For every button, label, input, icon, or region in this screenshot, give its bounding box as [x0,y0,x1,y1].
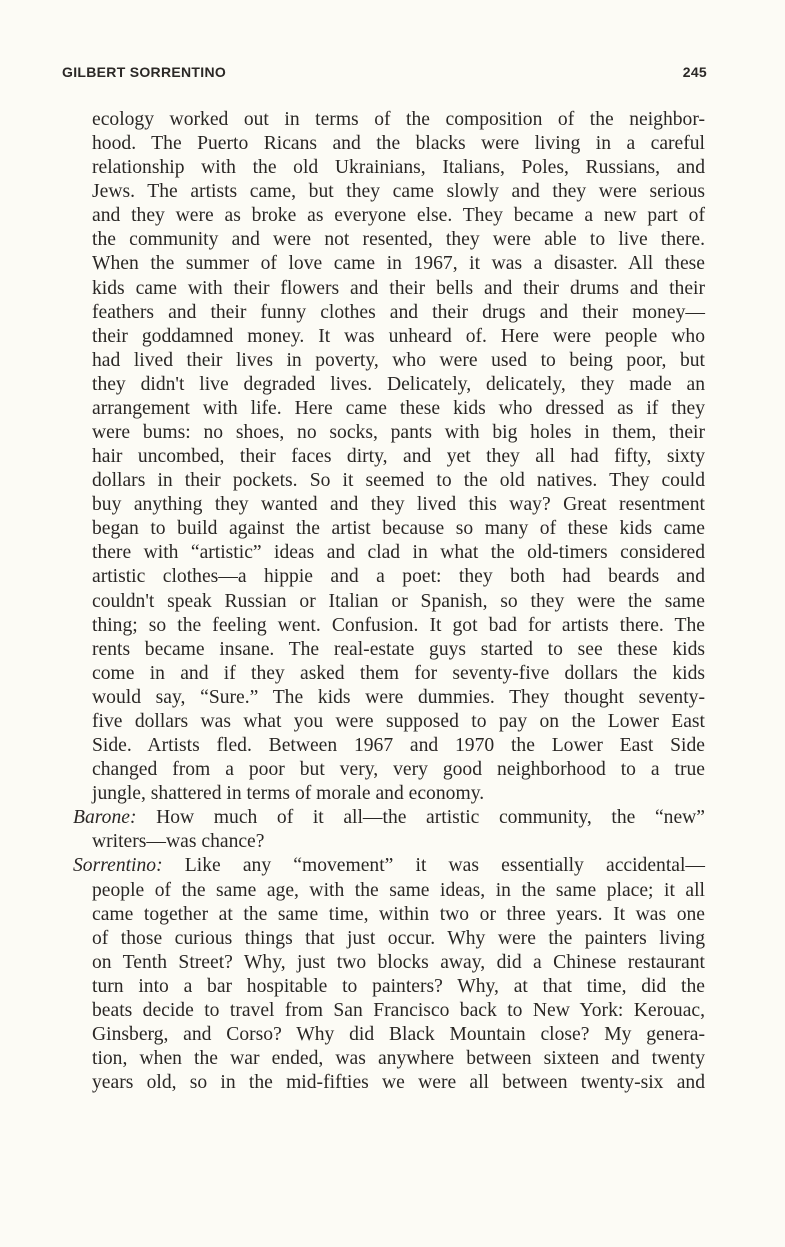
speaker-label: Barone: [73,807,137,829]
page-number: 245 [682,64,707,80]
line-text: and they were as broke as everyone else. They became a new part of [92,205,705,227]
text-line [92,541,705,565]
line-text: Jews. The artists came, but they came slowly and they were serious [92,181,705,203]
line-text: come in and if they asked them for seventy-five dollars the kids [92,662,705,684]
line-text: How much of it all—the artistic community, the “new” [156,807,706,829]
line-text: there with “artistic” ideas and clad in what the old-timers considered [92,542,705,564]
line-text: arrangement with life. Here came these kids who dressed as if they [92,397,705,419]
line-text: hair uncombed, their faces dirty, and yet they all had fifty, sixty [92,446,705,468]
line-text: changed from a poor but very, very good neighborhood to a true [92,759,705,781]
text-line [92,469,705,493]
text-line [92,686,705,710]
line-text: people of the same age, with the same ideas, in the same place; it all [92,879,705,901]
text-line [92,662,705,686]
line-text: were bums: no shoes, no socks, pants with big holes in them, their [92,422,705,444]
text-line [92,830,705,854]
line-text: Side. Artists fled. Between 1967 and 1970 the Lower East Side [92,735,705,757]
line-text: feathers and their funny clothes and their drugs and their money— [92,301,705,323]
line-text: came together at the same time, within two or three years. It was one [92,903,705,925]
line-text: When the summer of love came in 1967, it was a disaster. All these [92,253,705,275]
text-line [92,228,705,252]
text-line [92,758,705,782]
text-line [92,879,705,903]
line-text: jungle, shattered in terms of morale and economy. [92,783,485,805]
text-line [73,806,705,830]
text-line [92,903,705,927]
text-line [92,1047,705,1071]
line-text: began to build against the artist because so many of these kids came [92,518,705,540]
line-text: rents became insane. The real-estate guys started to see these kids [92,638,705,660]
text-line [92,951,705,975]
text-line [92,421,705,445]
text-line [92,204,705,228]
text-line [92,493,705,517]
speaker-label: Sorrentino: [73,855,163,877]
text-line [92,975,705,999]
line-text: of those curious things that just occur. Why were the painters living [92,927,705,949]
text-line [92,156,705,180]
text-line [92,108,705,132]
line-text: Like any “movement” it was essentially accidental— [184,855,706,877]
text-line [92,734,705,758]
line-text: years old, so in the mid-fifties we were all between twenty-six and [92,1072,705,1094]
line-text: Ginsberg, and Corso? Why did Black Mountain close? My genera- [92,1023,705,1045]
text-line [92,277,705,301]
text-line [92,999,705,1023]
text-line [92,517,705,541]
text-line [92,1023,705,1047]
line-text: writers—was chance? [92,831,265,853]
line-text: tion, when the war ended, was anywhere between sixteen and twenty [92,1048,705,1070]
line-text: on Tenth Street? Why, just two blocks away, did a Chinese restaurant [92,951,705,973]
line-text: relationship with the old Ukrainians, Italians, Poles, Russians, and [92,157,705,179]
line-text: turn into a bar hospitable to painters? Why, at that time, did the [92,975,705,997]
text-line [92,710,705,734]
line-text: ecology worked out in terms of the composition of the neighbor- [92,109,705,130]
text-line [92,638,705,662]
text-line [92,927,705,951]
text-line [92,590,705,614]
line-text: five dollars was what you were supposed to pay on the Lower East [92,710,705,732]
text-line [92,782,705,806]
line-text: their goddamned money. It was unheard of. Here were people who [92,325,705,347]
line-text: dollars in their pockets. So it seemed to the old natives. They could [92,470,705,492]
text-line [92,180,705,204]
running-head: GILBERT SORRENTINO [62,64,227,80]
line-text: had lived their lives in poverty, who were used to being poor, but [92,349,705,371]
text-line [73,854,705,878]
text-line [92,1071,705,1095]
line-text: the community and were not resented, they were able to live there. [92,229,705,251]
text-line [92,301,705,325]
text-line [92,614,705,638]
line-text: artistic clothes—a hippie and a poet: they both had beards and [92,566,705,588]
page-body-text [0,108,785,1095]
line-text: couldn't speak Russian or Italian or Spanish, so they were the same [92,590,705,612]
line-text: would say, “Sure.” The kids were dummies. They thought seventy- [92,686,705,708]
line-text: buy anything they wanted and they lived this way? Great resentment [92,494,705,516]
text-line [92,397,705,421]
text-line [92,445,705,469]
text-line [92,132,705,156]
text-line [92,349,705,373]
line-text: kids came with their flowers and their bells and their drums and their [92,277,705,299]
line-text: thing; so the feeling went. Confusion. It got bad for artists there. The [92,614,705,636]
line-text: hood. The Puerto Ricans and the blacks were living in a careful [92,133,705,155]
line-text: they didn't live degraded lives. Delicately, delicately, they made an [92,373,705,395]
text-line [92,373,705,397]
text-line [92,565,705,589]
line-text: beats decide to travel from San Francisco back to New York: Kerouac, [92,999,705,1021]
text-line [92,325,705,349]
text-line [92,252,705,276]
